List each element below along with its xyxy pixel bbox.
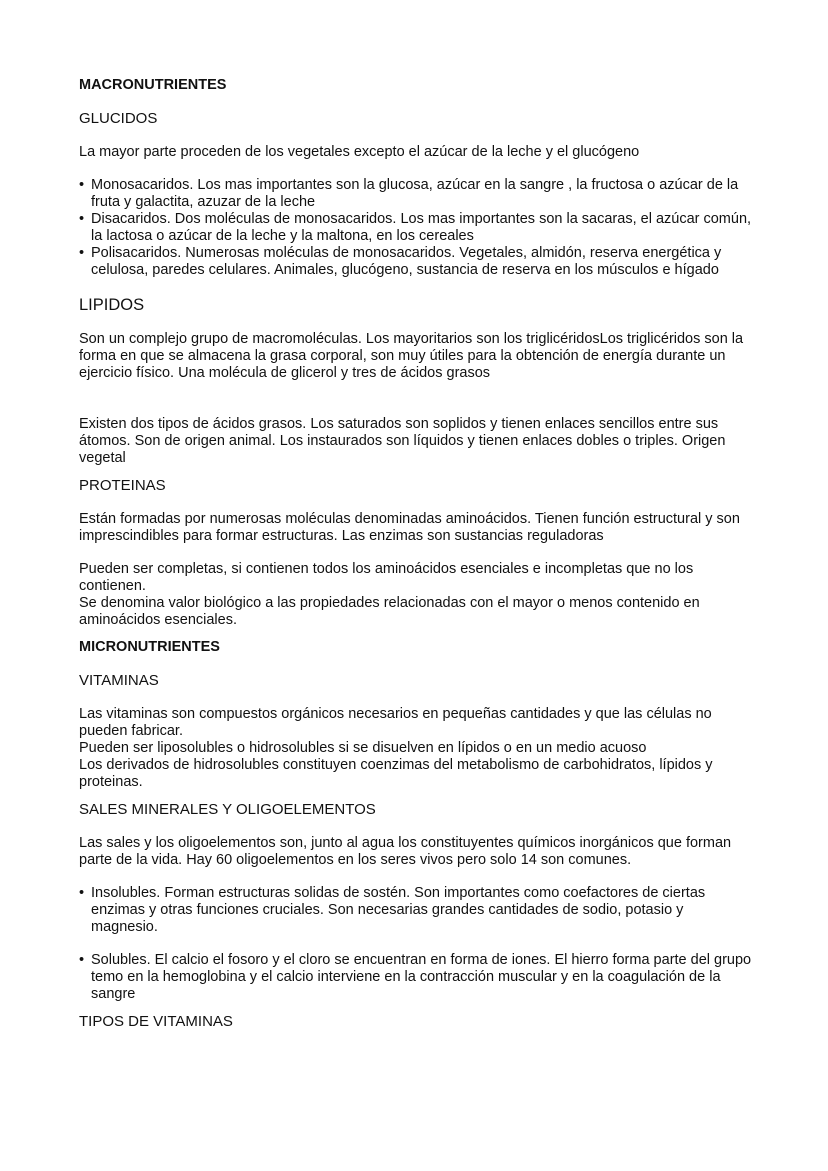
bullet-icon: • bbox=[79, 177, 85, 193]
heading-glucidos: GLUCIDOS bbox=[79, 110, 158, 127]
vitaminas-line-2: Pueden ser liposolubles o hidrosolubles si se disuelven en lípidos o en un medio acuoso bbox=[79, 740, 647, 756]
list-item bbox=[79, 177, 754, 211]
sales-list bbox=[79, 885, 754, 1003]
list-item bbox=[79, 885, 754, 936]
proteinas-paragraph-1: Están formadas por numerosas moléculas denominadas aminoácidos. Tienen función estructural y son imprescindibles para formar estructuras. Las enzimas son sustancias reguladoras bbox=[79, 511, 740, 544]
bullet-icon: • bbox=[79, 885, 85, 901]
list-item-text: Polisacaridos. Numerosas moléculas de monosacaridos. Vegetales, almidón, reserva energética y celulosa, paredes celulares. Animales, glucógeno, sustancia de reserva en los músculos e hígado bbox=[91, 245, 722, 278]
heading-sales-minerales: SALES MINERALES Y OLIGOELEMENTOS bbox=[79, 801, 376, 818]
heading-vitaminas: VITAMINAS bbox=[79, 672, 159, 689]
list-item-text: Disacaridos. Dos moléculas de monosacaridos. Los mas importantes son la sacaras, el azúcar común, la lactosa o azúcar de la leche y la maltona, en los cereales bbox=[91, 211, 752, 244]
list-item-text: Insolubles. Forman estructuras solidas de sostén. Son importantes como coefactores de ciertas enzimas y otras funciones cruciales. Son necesarias grandes cantidades de sodio, potasio y magnesio. bbox=[91, 885, 706, 935]
document-page bbox=[79, 77, 754, 1047]
lipidos-paragraph-2: Existen dos tipos de ácidos grasos. Los saturados son soplidos y tienen enlaces sencillos entre sus átomos. Son de origen animal. Los instaurados son líquidos y tienen enlaces dobles o triples. Origen vegetal bbox=[79, 416, 726, 466]
glucidos-intro: La mayor parte proceden de los vegetales excepto el azúcar de la leche y el glucógeno bbox=[79, 144, 640, 160]
list-item bbox=[79, 952, 754, 1003]
list-item bbox=[79, 245, 754, 279]
vitaminas-line-3: Los derivados de hidrosolubles constituyen coenzimas del metabolismo de carbohidratos, lípidos y proteinas. bbox=[79, 757, 713, 790]
glucidos-list bbox=[79, 177, 754, 279]
bullet-icon: • bbox=[79, 952, 85, 968]
vitaminas-line-1: Las vitaminas son compuestos orgánicos necesarios en pequeñas cantidades y que las células no pueden fabricar. bbox=[79, 706, 712, 739]
list-item-text: Solubles. El calcio el fosoro y el cloro se encuentran en forma de iones. El hierro forma parte del grupo temo en la hemoglobina y el calcio interviene en la contracción muscular y en la coagulación de la sangre bbox=[91, 952, 752, 1002]
lipidos-paragraph-1: Son un complejo grupo de macromoléculas. Los mayoritarios son los triglicéridosLos triglicéridos son la forma en que se almacena la grasa corporal, son muy útiles para la obtención de energía durante un ejercicio físico. Una molécula de glicerol y tres de ácidos grasos bbox=[79, 331, 744, 381]
bullet-icon: • bbox=[79, 245, 85, 261]
heading-tipos-vitaminas: TIPOS DE VITAMINAS bbox=[79, 1013, 233, 1030]
list-item bbox=[79, 211, 754, 245]
sales-intro: Las sales y los oligoelementos son, junto al agua los constituyentes químicos inorgánicos que forman parte de la vida. Hay 60 oligoelementos en los seres vivos pero solo 14 son comunes. bbox=[79, 835, 732, 868]
list-item-text: Monosacaridos. Los mas importantes son la glucosa, azúcar en la sangre , la fructosa o azúcar de la fruta y galactita, azuzar de la leche bbox=[91, 177, 739, 210]
bullet-icon: • bbox=[79, 211, 85, 227]
section-title-micronutrientes: MICRONUTRIENTES bbox=[79, 639, 220, 655]
proteinas-paragraph-3: Se denomina valor biológico a las propiedades relacionadas con el mayor o menos contenido en aminoácidos esenciales. bbox=[79, 595, 700, 628]
section-title-macronutrientes: MACRONUTRIENTES bbox=[79, 77, 227, 93]
proteinas-paragraph-2: Pueden ser completas, si contienen todos los aminoácidos esenciales e incompletas que no los contienen. bbox=[79, 561, 694, 594]
heading-lipidos: LIPIDOS bbox=[79, 296, 145, 314]
heading-proteinas: PROTEINAS bbox=[79, 477, 166, 494]
